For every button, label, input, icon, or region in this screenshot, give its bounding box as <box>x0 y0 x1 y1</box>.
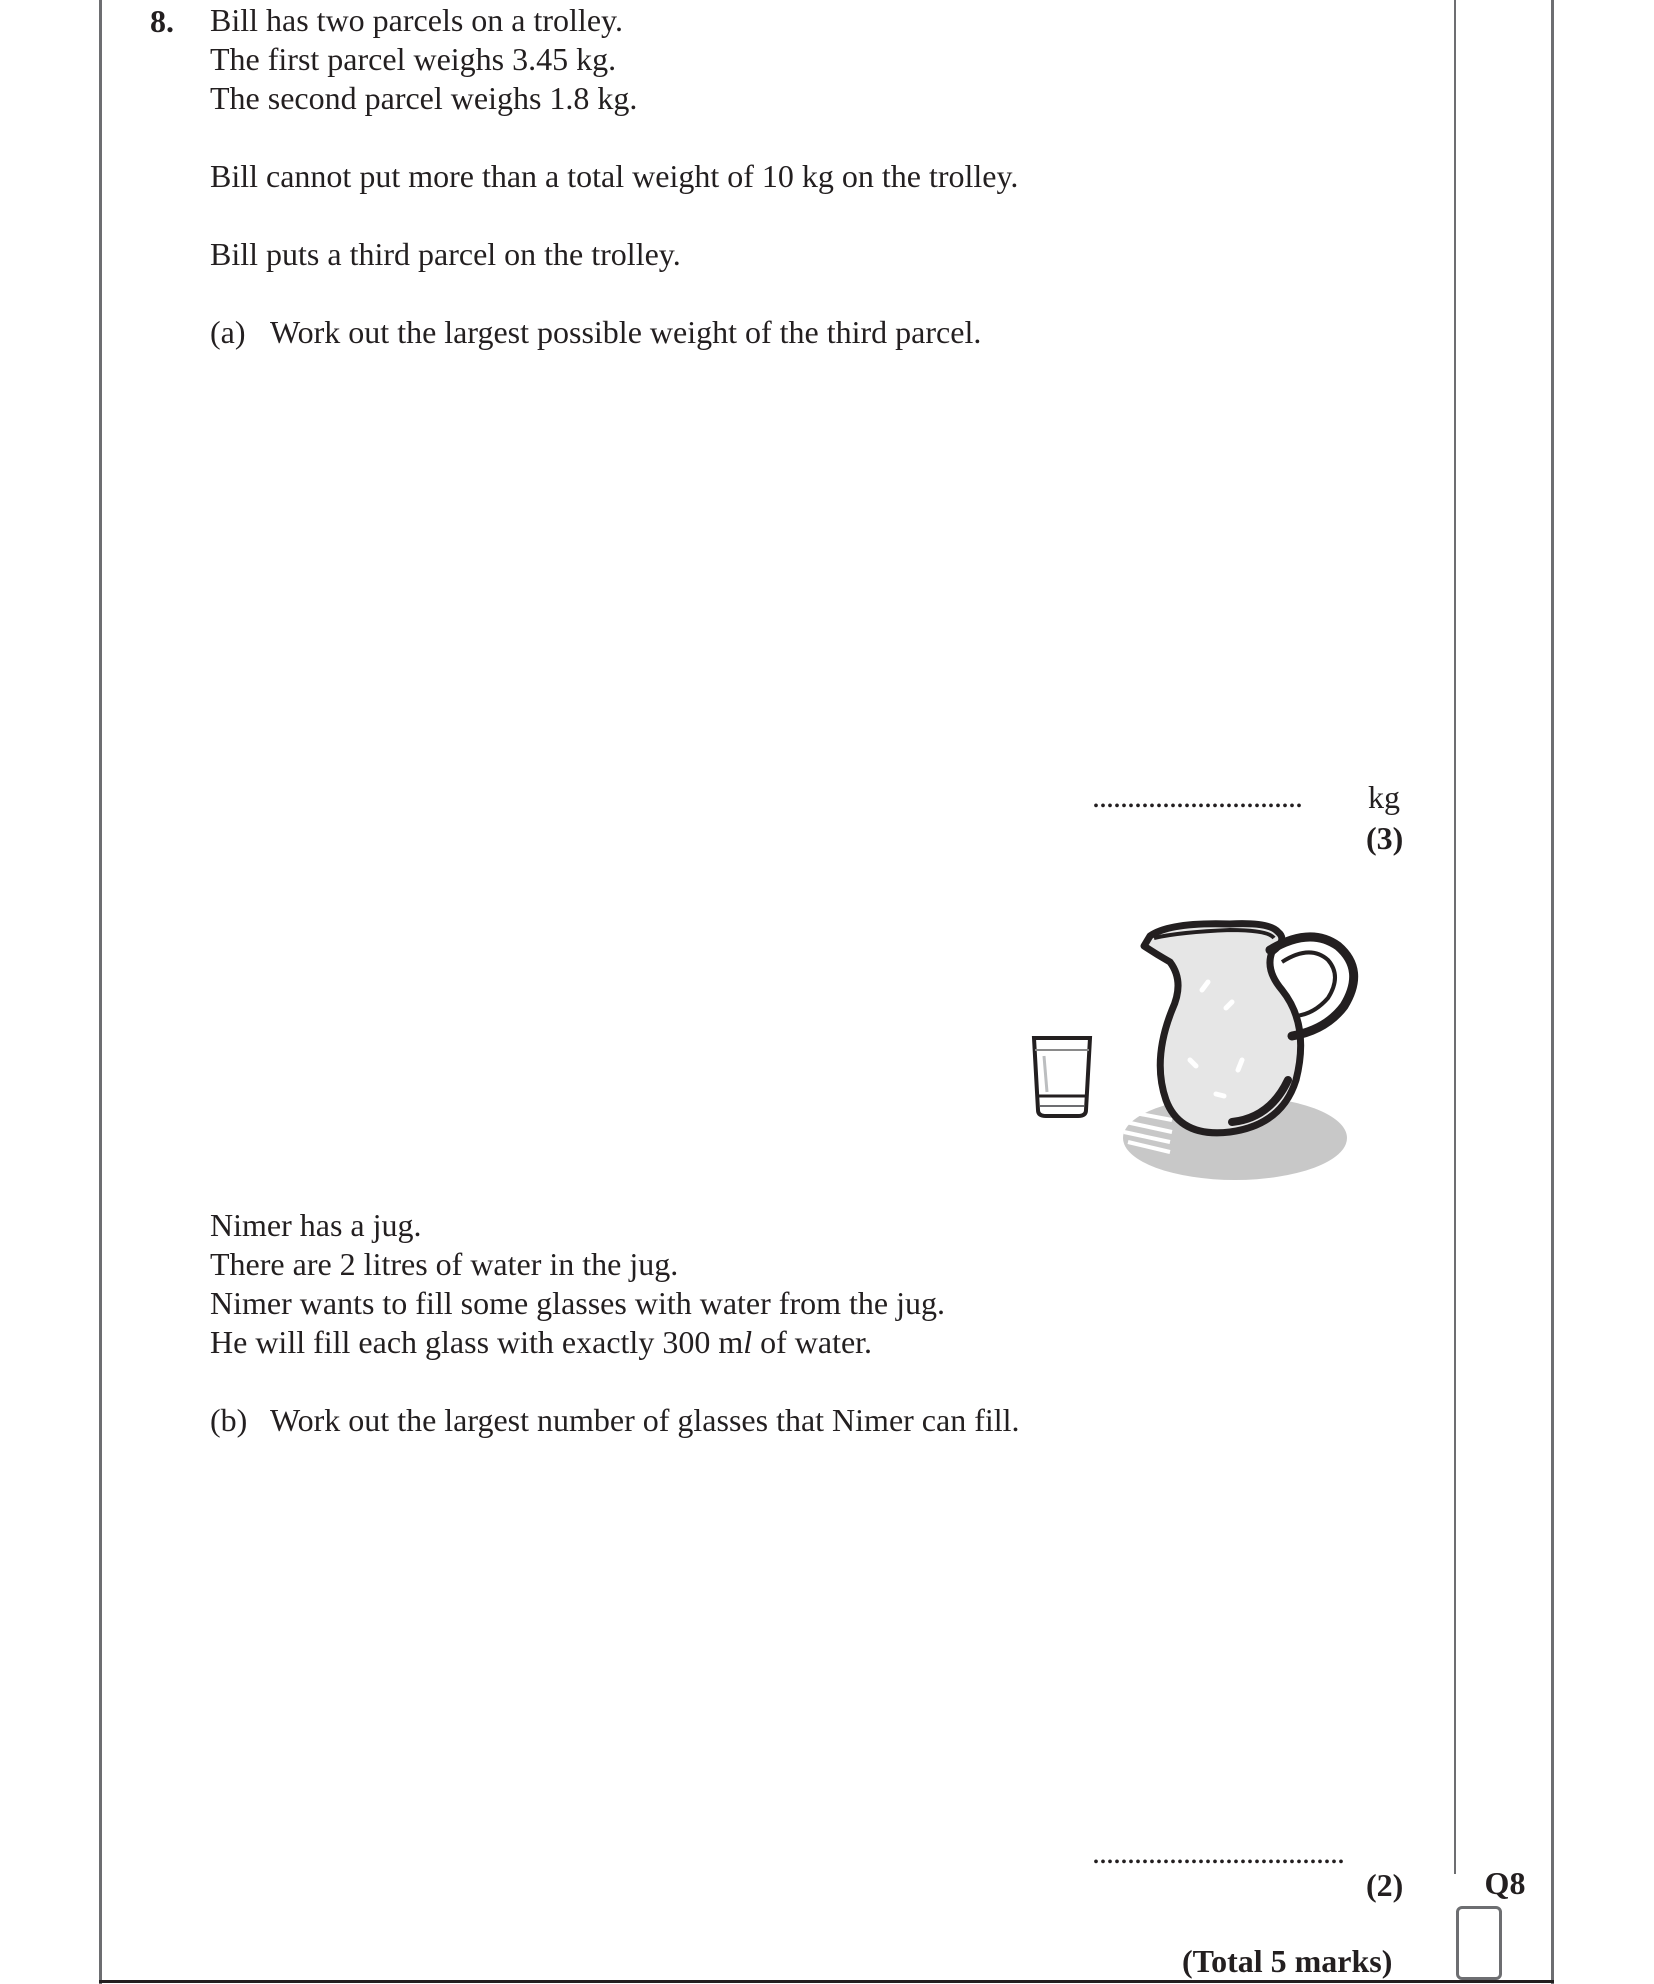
glass-icon <box>1034 1038 1090 1116</box>
question-number: 8. <box>150 3 174 39</box>
third-parcel-text: Bill puts a third parcel on the trolley. <box>210 236 681 272</box>
glass-line-after: of water. <box>752 1324 873 1360</box>
jug-icon <box>1123 924 1354 1180</box>
jug-line-2: There are 2 litres of water in the jug. <box>210 1246 679 1282</box>
jug-line-3: Nimer wants to fill some glasses with water from the jug. <box>210 1285 945 1321</box>
part-a-label: (a) <box>210 314 246 350</box>
intro-line-3: The second parcel weighs 1.8 kg. <box>210 80 638 116</box>
intro-line-1: Bill has two parcels on a trolley. <box>210 2 623 38</box>
page-frame-right <box>1551 0 1554 1984</box>
page-bottom-border <box>99 1980 1554 1983</box>
glass-line-before: He will fill each glass with exactly 300 m <box>210 1324 744 1360</box>
jug-and-glass-illustration <box>1020 910 1420 1190</box>
part-b-text: Work out the largest number of glasses that Nimer can fill. <box>270 1402 1020 1438</box>
intro-line-2: The first parcel weighs 3.45 kg. <box>210 41 617 77</box>
jug-line-4 <box>210 1323 872 1362</box>
jug-line-1: Nimer has a jug. <box>210 1207 422 1243</box>
examiner-mark-box[interactable] <box>1456 1906 1502 1980</box>
constraint-text: Bill cannot put more than a total weight of 10 kg on the trolley. <box>210 158 1019 194</box>
millilitre-unit: l <box>743 1324 753 1360</box>
part-a-marks: (3) <box>1366 820 1404 856</box>
part-b-marks: (2) <box>1366 1867 1404 1903</box>
margin-divider <box>1454 0 1456 1874</box>
page-frame-left <box>99 0 102 1984</box>
part-b-label: (b) <box>210 1402 248 1438</box>
part-a-answer-line[interactable]: .............................. <box>1092 778 1302 814</box>
total-marks: (Total 5 marks) <box>1182 1943 1393 1979</box>
part-a-unit: kg <box>1368 779 1400 815</box>
part-b-answer-line[interactable]: .................................... <box>1092 1834 1344 1870</box>
part-a-text: Work out the largest possible weight of the third parcel. <box>270 314 982 350</box>
question-margin-label: Q8 <box>1484 1865 1526 1901</box>
